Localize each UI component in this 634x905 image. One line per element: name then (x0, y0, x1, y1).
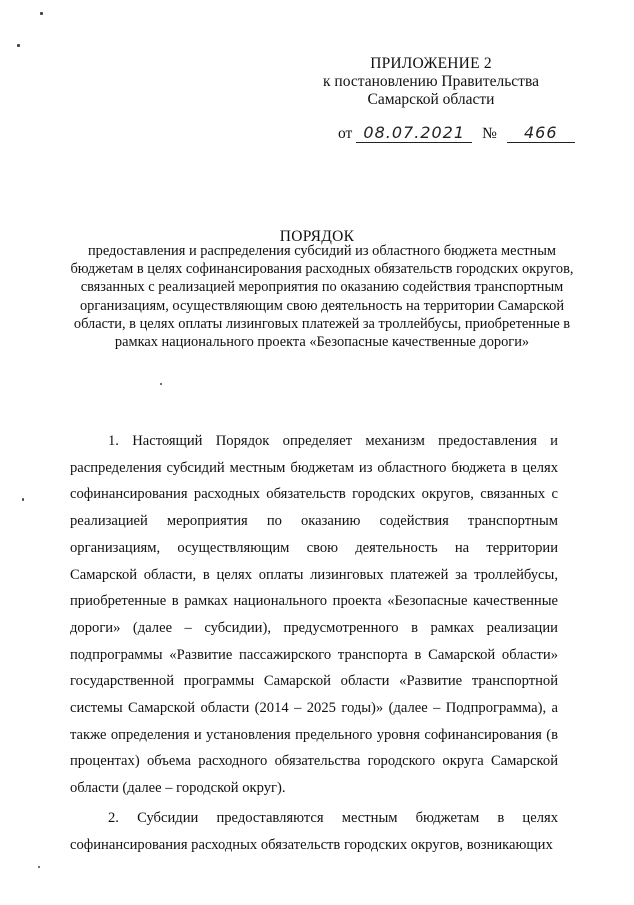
order-subtitle: предоставления и распределения субсидий из областного бюджета местным бюджетам в целях софинансирования расходных обязательств городских округов, связанных с реализацией мероприятия по оказанию содействия транспортным организациям, осуществляющим свою деятельность на территории Самарской области, в целях оплаты лизинговых платежей за троллейбусы, приобретенные в рамках национального проекта «Безопасные качественные дороги» (70, 243, 574, 351)
appendix-line-1: к постановлению Правительства (323, 73, 539, 90)
appendix-block (316, 55, 546, 109)
document-body (70, 428, 558, 858)
appendix-line-2: Самарской области (367, 91, 495, 108)
appendix-title: ПРИЛОЖЕНИЕ 2 (370, 55, 492, 72)
paragraph-1: 1. Настоящий Порядок определяет механизм предоставления и распределения субсидий местным бюджетам из областного бюджета в целях софинансирования расходных обязательств городских округов, связанных с реализацией мероприятия по оказанию содействия транспортным организациям, осуществляющим свою деятельность на территории Самарской области, в целях оплаты лизинговых платежей за троллейбусы, приобретенные в рамках национального проекта «Безопасные качественные дороги» (далее – субсидии), предусмотренного в рамках реализации подпрограммы «Развитие пассажирского транспорта в Самарской области» государственной программы Самарской области «Развитие транспортной системы Самарской области (2014 – 2025 годы)» (далее – Подпрограмма), а также определения и установления предельного уровня софинансирования (в процентах) объема расходного обязательства городского округа Самарской области (далее – городской округ). (70, 433, 558, 797)
number-label: № (482, 125, 497, 142)
paragraph-2: 2. Субсидии предоставляются местным бюджетам в целях софинансирования расходных обязательств городских округов, возникающих (70, 809, 558, 853)
handwritten-number: 466 (507, 123, 575, 143)
handwritten-date: 08.07.2021 (356, 123, 472, 143)
order-title: ПОРЯДОК (279, 228, 355, 245)
scan-speck (38, 866, 40, 868)
scan-speck (22, 498, 24, 501)
date-line (338, 123, 575, 143)
date-prefix: от (338, 125, 353, 142)
scan-speck (17, 44, 20, 47)
scan-speck (160, 383, 162, 385)
scan-speck (40, 12, 43, 15)
